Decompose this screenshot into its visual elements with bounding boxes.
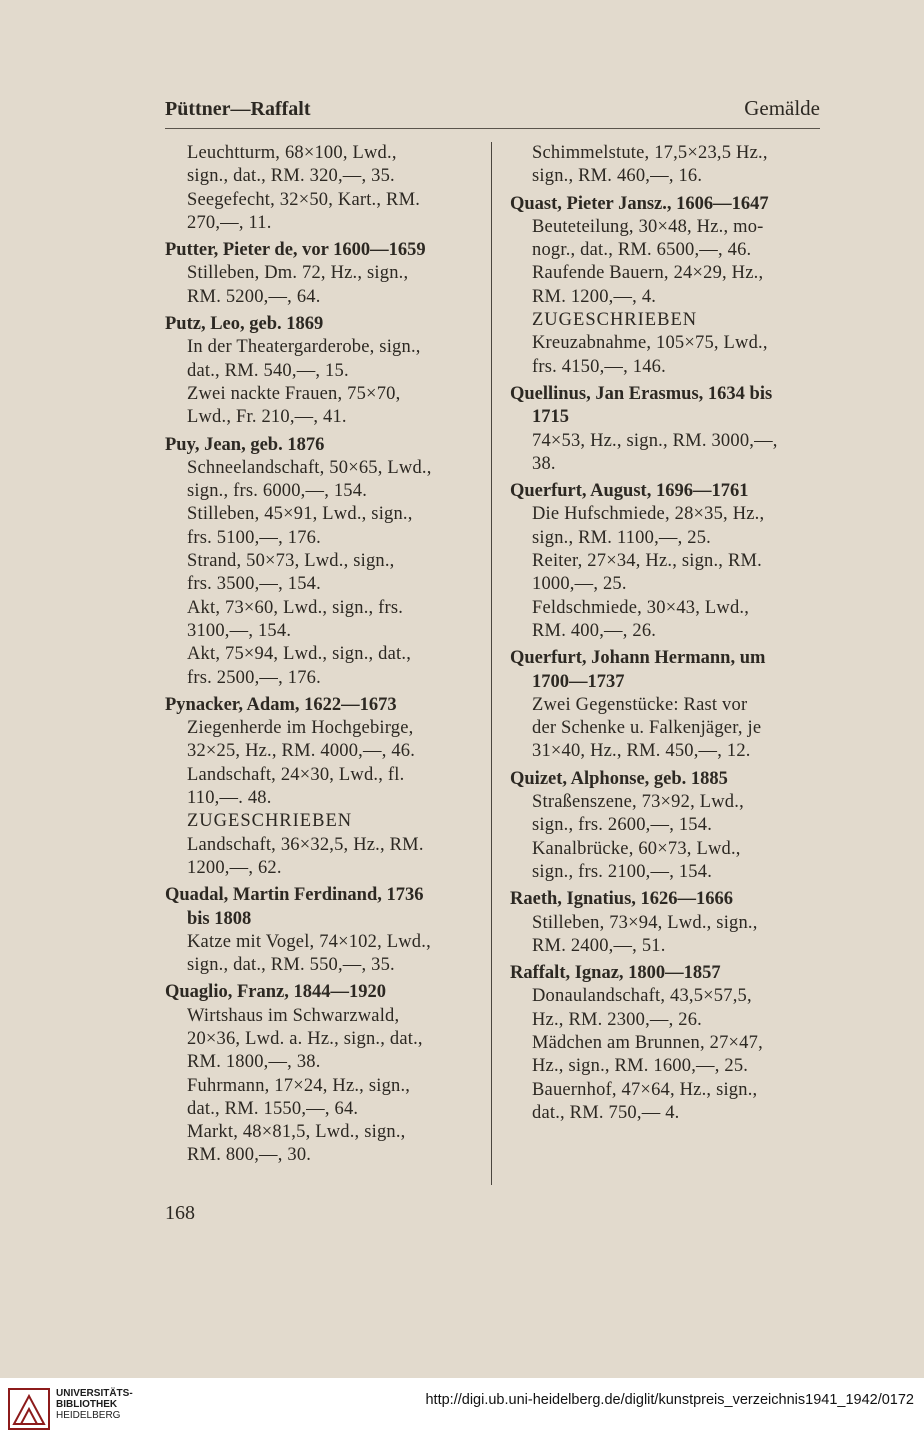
running-head-left: Püttner—Raffalt (165, 98, 311, 120)
work-line: Hz., RM. 2300,—, 26. (532, 1009, 702, 1030)
work-line: Schneelandschaft, 50×65, Lwd., (187, 457, 432, 478)
catalog-entry (510, 383, 822, 476)
artist-heading: Raeth, Ignatius, 1626—1666 (510, 889, 734, 910)
viewer-footer (0, 1378, 924, 1444)
work-line: In der Theatergarderobe, sign., (187, 337, 421, 358)
catalog-entry (165, 694, 477, 880)
work-line: 110,—. 48. (187, 788, 272, 809)
work-line: Strand, 50×73, Lwd., sign., (187, 551, 395, 572)
work-line: sign., dat., RM. 550,—, 35. (187, 955, 395, 976)
work-line: Raufende Bauern, 24×29, Hz., (532, 263, 764, 284)
catalog-entry (510, 888, 822, 958)
source-url-link[interactable]: http://digi.ub.uni-heidelberg.de/diglit/kunstpreis_verzeichnis1941_1942/0172 (425, 1392, 914, 1408)
library-logo-icon (8, 1388, 50, 1430)
work-line: frs. 5100,—, 176. (187, 527, 321, 548)
catalog-entry (510, 962, 822, 1125)
work-line: 270,—, 11. (187, 212, 272, 233)
work-line: RM. 1200,—, 4. (532, 286, 657, 307)
artist-heading: Pynacker, Adam, 1622—1673 (165, 694, 397, 715)
catalog-entry (165, 434, 477, 690)
work-line: 1000,—, 25. (532, 574, 627, 595)
work-line: Kreuzabnahme, 105×75, Lwd., (532, 333, 768, 354)
work-line: RM. 400,—, 26. (532, 620, 657, 641)
artist-heading: Quadal, Martin Ferdinand, 1736 (165, 885, 424, 906)
work-line: Stilleben, 73×94, Lwd., sign., (532, 912, 758, 933)
work-line: sign., RM. 460,—, 16. (532, 166, 703, 187)
work-line: Lwd., Fr. 210,—, 41. (187, 407, 347, 428)
work-line: RM. 1800,—, 38. (187, 1052, 321, 1073)
work-line: Zwei Gegenstücke: Rast vor (532, 694, 748, 715)
attribution-label: ZUGESCHRIEBEN (532, 310, 698, 331)
artist-heading: Querfurt, Johann Hermann, um (510, 648, 766, 669)
work-line: Bauernhof, 47×64, Hz., sign., (532, 1079, 758, 1100)
artist-heading: Quast, Pieter Jansz., 1606—1647 (510, 193, 769, 214)
catalog-entry (165, 981, 477, 1167)
work-line: 3100,—, 154. (187, 620, 292, 641)
work-line: Stilleben, Dm. 72, Hz., sign., (187, 263, 409, 284)
work-line: sign., dat., RM. 320,—, 35. (187, 166, 395, 187)
work-line: Fuhrmann, 17×24, Hz., sign., (187, 1075, 411, 1096)
artist-heading: Puy, Jean, geb. 1876 (165, 434, 325, 455)
work-line: 38. (532, 453, 556, 474)
work-line: sign., frs. 6000,—, 154. (187, 481, 368, 502)
work-line: nogr., dat., RM. 6500,—, 46. (532, 240, 752, 261)
artist-heading-continued: 1715 (532, 407, 569, 428)
work-line: 31×40, Hz., RM. 450,—, 12. (532, 741, 751, 762)
work-line: Beuteteilung, 30×48, Hz., mo- (532, 216, 764, 237)
artist-heading: Putz, Leo, geb. 1869 (165, 314, 324, 335)
work-line: Kanalbrücke, 60×73, Lwd., (532, 838, 741, 859)
work-line: 1200,—, 62. (187, 857, 282, 878)
attribution-label: ZUGESCHRIEBEN (187, 811, 353, 832)
column-divider (491, 142, 492, 1185)
work-line: frs. 3500,—, 154. (187, 574, 321, 595)
work-line: Feldschmiede, 30×43, Lwd., (532, 597, 750, 618)
running-head (165, 96, 820, 129)
page-number: 168 (165, 1202, 195, 1224)
work-line: 74×53, Hz., sign., RM. 3000,—, (532, 430, 778, 451)
work-line: der Schenke u. Falkenjäger, je (532, 718, 762, 739)
work-line: Schimmelstute, 17,5×23,5 Hz., (532, 143, 768, 163)
work-line: sign., RM. 1100,—, 25. (532, 527, 711, 548)
artist-heading: Quellinus, Jan Erasmus, 1634 bis (510, 383, 773, 404)
artist-heading-continued: 1700—1737 (532, 671, 625, 692)
work-line: RM. 800,—, 30. (187, 1145, 312, 1166)
work-line: Katze mit Vogel, 74×102, Lwd., (187, 931, 431, 952)
work-line: dat., RM. 540,—, 15. (187, 360, 349, 381)
work-line: sign., frs. 2600,—, 154. (532, 815, 713, 836)
work-line: Die Hufschmiede, 28×35, Hz., (532, 504, 765, 525)
work-line: Reiter, 27×34, Hz., sign., RM. (532, 551, 762, 572)
work-line: dat., RM. 750,— 4. (532, 1102, 680, 1123)
artist-heading: Quaglio, Franz, 1844—1920 (165, 982, 386, 1003)
work-line: 20×36, Lwd. a. Hz., sign., dat., (187, 1028, 423, 1049)
catalog-entry (510, 142, 822, 189)
right-column (510, 142, 822, 1129)
work-line: Akt, 75×94, Lwd., sign., dat., (187, 644, 412, 665)
catalog-entry (510, 480, 822, 643)
left-column (165, 142, 477, 1172)
work-line: sign., frs. 2100,—, 154. (532, 861, 713, 882)
work-line: Ziegenherde im Hochgebirge, (187, 718, 414, 739)
artist-heading: Raffalt, Ignaz, 1800—1857 (510, 963, 721, 984)
work-line: Donaulandschaft, 43,5×57,5, (532, 986, 752, 1007)
work-line: Mädchen am Brunnen, 27×47, (532, 1032, 763, 1053)
library-name-line2: BIBLIOTHEK (56, 1399, 118, 1410)
work-line: Markt, 48×81,5, Lwd., sign., (187, 1122, 406, 1143)
artist-heading: Putter, Pieter de, vor 1600—1659 (165, 240, 426, 261)
work-line: dat., RM. 1550,—, 64. (187, 1098, 359, 1119)
work-line: frs. 2500,—, 176. (187, 667, 321, 688)
work-line: Straßenszene, 73×92, Lwd., (532, 792, 744, 813)
work-line: RM. 5200,—, 64. (187, 286, 321, 307)
work-line: Landschaft, 36×32,5, Hz., RM. (187, 834, 424, 855)
work-line: Wirtshaus im Schwarzwald, (187, 1005, 400, 1026)
artist-heading: Quizet, Alphonse, geb. 1885 (510, 768, 728, 789)
library-name (56, 1388, 133, 1421)
work-line: 32×25, Hz., RM. 4000,—, 46. (187, 741, 416, 762)
work-line: RM. 2400,—, 51. (532, 935, 666, 956)
work-line: Zwei nackte Frauen, 75×70, (187, 383, 401, 404)
work-line: frs. 4150,—, 146. (532, 356, 666, 377)
running-head-right: Gemälde (744, 96, 820, 120)
catalog-entry (165, 142, 477, 235)
artist-heading: Querfurt, August, 1696—1761 (510, 481, 749, 502)
artist-heading-continued: bis 1808 (187, 908, 252, 929)
library-name-line3: HEIDELBERG (56, 1410, 121, 1421)
work-line: Stilleben, 45×91, Lwd., sign., (187, 504, 413, 525)
catalog-entry (510, 647, 822, 763)
catalog-entry (165, 884, 477, 977)
work-line: Seegefecht, 32×50, Kart., RM. (187, 189, 421, 210)
catalog-entry (510, 768, 822, 884)
work-line: Landschaft, 24×30, Lwd., fl. (187, 764, 405, 785)
work-line: Leuchtturm, 68×100, Lwd., (187, 143, 397, 163)
work-line: Akt, 73×60, Lwd., sign., frs. (187, 597, 404, 618)
library-name-line1: UNIVERSITÄTS- (56, 1388, 133, 1399)
catalog-entry (165, 239, 477, 309)
catalog-entry (165, 313, 477, 429)
work-line: Hz., sign., RM. 1600,—, 25. (532, 1056, 749, 1077)
catalog-entry (510, 193, 822, 379)
